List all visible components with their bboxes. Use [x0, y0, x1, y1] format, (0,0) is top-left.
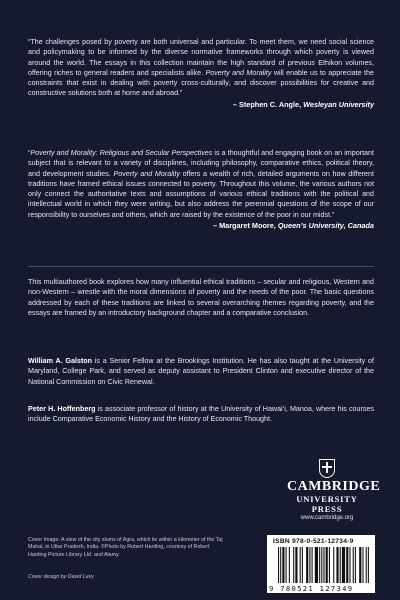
publisher-logo — [287, 459, 381, 522]
praise-attribution — [28, 100, 374, 110]
praise-quote-moore — [28, 148, 374, 231]
publisher-name: CAMBRIDGE — [287, 479, 381, 494]
publisher-press: UNIVERSITY PRESS — [296, 494, 358, 514]
praise-attribution — [28, 221, 374, 231]
cover-image-credit: Cover Image: A view of the city slums of Agra, which lie within a kilometer of the Taj Mahal, in Uttar Pradesh, India. ©Photo by Robert Harding, courtesy of Robert Harding Picture Library Ltd. and Alamy. — [28, 537, 223, 558]
praise-author: – Stephen C. Angle, — [232, 99, 302, 109]
author-bio-text: is associate professor of history at the University of Hawai‘i, Manoa, where his courses include Comparative Economic History and the History of Economic Thought. — [28, 405, 374, 424]
shield-icon — [319, 459, 335, 478]
praise-text: “Poverty and Morality: Religious and Secular Perspectives is a thoughtful and engaging book on an important subject that is relevant to a variety of disciplines, including philosophy, comparative ethics, political theory, and development studies. Poverty and Morality offers a wealth of rich, detailed arguments on how different traditions have framed ethical issues connected to poverty. Throughout this volume, the various authors not only connect the authoritative texts and assumptions of various ethical traditions with the political and intellectual world in which they were writing, but also address the perennial questions of the scope of our responsibility to ourselves and others, which are raised by the existence of the poor in our midst.” — [28, 149, 374, 219]
barcode — [267, 535, 375, 593]
section-divider — [28, 266, 374, 267]
description-text: This multiauthored book explores how many influential ethical traditions – secular and religious, Western and non-Western – wrestle with the moral dimensions of poverty and the needs of the poor. The basic questions addressed by each of these traditions are linked to several overarching themes regarding poverty, and the essays are framed by an introductory background chapter and a comparative conclusion. — [28, 278, 374, 317]
praise-institution: Wesleyan University — [303, 99, 374, 109]
isbn-label: ISBN 978-0-521-12734-9 — [273, 538, 354, 545]
author-name: Peter H. Hoffenberg — [28, 405, 96, 413]
author-bio-galston — [28, 356, 374, 387]
publisher-url: www.cambridge.org — [300, 515, 354, 521]
barcode-bars — [278, 547, 370, 583]
book-description — [28, 277, 374, 318]
author-name: William A. Galston — [28, 357, 92, 365]
cover-design-credit: Cover design by David Levy — [28, 574, 94, 580]
barcode-digits: 9 780521 127349 — [269, 584, 354, 593]
praise-author: – Margaret Moore, — [212, 221, 276, 231]
author-bio-text: is a Senior Fellow at the Brookings Institution. He has also taught at the University of Maryland, College Park, and served as deputy assistant to President Clinton and executive director of the National Commission on Civic Renewal. — [28, 357, 375, 386]
praise-text: “The challenges posed by poverty are both universal and particular. To meet them, we need social science and policymaking to be informed by the diverse normative frameworks through which poverty is viewed around the world. The essays in this collection maintain the high standard of previous Ethikon volumes, offering riches to general readers and specialists alike. Poverty and Morality will enable us to appreciate the constraints that exist in dealing with poverty cross-culturally, and discover possibilities for creative and constructive solutions both at home and abroad.” — [28, 38, 374, 98]
author-bio-hoffenberg — [28, 404, 374, 425]
praise-quote-angle — [28, 37, 374, 110]
praise-institution: Queen’s University, Canada — [277, 221, 374, 231]
